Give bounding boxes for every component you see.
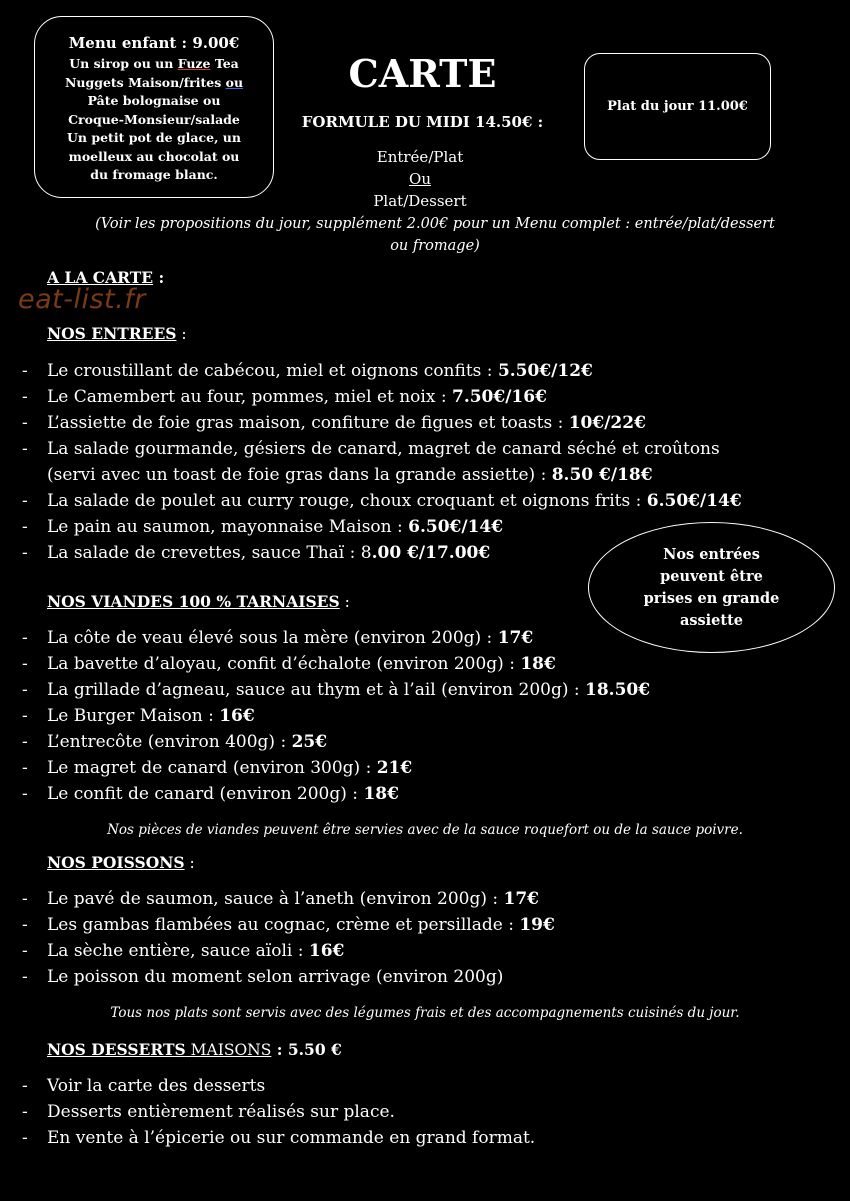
menu-item-text: La salade de poulet au curry rouge, choux croquant et oignons frits :: [47, 491, 647, 511]
viandes-list: [0, 625, 850, 807]
menu-item: [0, 755, 850, 781]
menu-item-price: 16€: [219, 706, 255, 726]
bullet-dash: -: [22, 941, 28, 961]
bullet-dash: -: [22, 361, 28, 381]
viandes-heading-label: NOS VIANDES 100 % TARNAISES: [47, 592, 340, 611]
menu-item: [0, 912, 850, 938]
menu-item-price: 21€: [376, 758, 413, 778]
menu-item: [0, 781, 850, 807]
menu-item: [0, 703, 850, 729]
bullet-dash: -: [22, 387, 28, 407]
bullet-dash: -: [22, 680, 28, 700]
menu-item-text: Le croustillant de cabécou, miel et oignons confits :: [47, 361, 498, 381]
desserts-list: [0, 1073, 850, 1151]
menu-item-text: (servi avec un toast de foie gras dans la grande assiette) :: [47, 465, 552, 485]
entrees-heading-suffix: :: [176, 325, 187, 343]
menu-item-price: 7.50€/16€: [451, 387, 547, 407]
menu-item-text: Le pain au saumon, mayonnaise Maison :: [47, 517, 409, 537]
menu-enfant-line: moelleux au chocolat ou: [68, 148, 240, 164]
menu-item-text: Le Camembert au four, pommes, miel et noix :: [47, 387, 452, 407]
bullet-dash: -: [22, 967, 28, 987]
menu-enfant-title: Menu enfant : 9.00€: [68, 34, 240, 52]
menu-item: [0, 677, 850, 703]
bullet-dash: -: [22, 413, 28, 433]
bullet-dash: -: [22, 915, 28, 935]
entrees-heading-label: NOS ENTREES: [47, 324, 177, 343]
menu-item: [0, 729, 850, 755]
menu-item-price: 17€: [503, 889, 540, 909]
desserts-heading-maisons: MAISONS: [185, 1041, 272, 1059]
menu-item-text: Le magret de canard (environ 300g) :: [47, 758, 377, 778]
menu-enfant-line: Un sirop ou un: [69, 56, 178, 71]
menu-enfant-line: du fromage blanc.: [90, 167, 218, 182]
menu-item-text: Le Burger Maison :: [47, 706, 220, 726]
a-la-carte-suffix: :: [153, 268, 165, 287]
viandes-heading-suffix: :: [339, 593, 350, 611]
menu-item-text: L’assiette de foie gras maison, confiture de figues et toasts :: [47, 413, 569, 433]
menu-item: [0, 410, 850, 436]
poissons-heading-label: NOS POISSONS: [47, 853, 185, 872]
menu-item-text: Les gambas flambées au cognac, crème et persillade :: [47, 915, 520, 935]
menu-item-price: .00 €/17.00€: [371, 543, 491, 563]
menu-item: [0, 964, 850, 990]
bullet-dash: -: [22, 439, 28, 459]
menu-item-price: 18€: [520, 654, 556, 674]
bullet-dash: -: [22, 1102, 28, 1122]
menu-item-price: 17€: [497, 628, 534, 648]
menu-enfant-line: Pâte bolognaise ou: [87, 93, 221, 108]
formule-midi: FORMULE DU MIDI 14.50€ :: [301, 113, 544, 131]
bullet-dash: -: [22, 543, 28, 563]
page-title: CARTE: [348, 51, 497, 96]
poissons-note: Tous nos plats sont servis avec des légumes frais et des accompagnements cuisinés du jour.: [110, 1005, 740, 1021]
entrees-heading: [47, 324, 187, 343]
menu-item: [0, 358, 850, 384]
menu-item-text: La salade de crevettes, sauce Thaï : 8: [47, 543, 372, 563]
menu-item-text: En vente à l’épicerie ou sur commande en grand format.: [47, 1128, 536, 1148]
bullet-dash: -: [22, 889, 28, 909]
menu-item: [0, 886, 850, 912]
formule-options: [320, 146, 520, 212]
menu-item: [0, 938, 850, 964]
formule-note: [40, 213, 830, 257]
poissons-heading: [47, 853, 195, 872]
menu-item-text: La côte de veau élevé sous la mère (environ 200g) :: [47, 628, 498, 648]
menu-item-price: 25€: [291, 732, 328, 752]
bullet-dash: -: [22, 758, 28, 778]
menu-item: [0, 1073, 850, 1099]
bullet-dash: -: [22, 491, 28, 511]
poissons-list: [0, 886, 850, 990]
bullet-dash: -: [22, 732, 28, 752]
bullet-dash: -: [22, 628, 28, 648]
menu-item-price: 8.50 €/18€: [551, 465, 653, 485]
bullet-dash: -: [22, 517, 28, 537]
menu-enfant-fuze: Fuze: [177, 56, 211, 71]
menu-item: [0, 488, 850, 514]
menu-item-price: 19€: [519, 915, 555, 935]
desserts-heading-price: : 5.50 €: [271, 1040, 342, 1059]
menu-item: [0, 1099, 850, 1125]
poissons-heading-suffix: :: [184, 854, 195, 872]
menu-item-text: La bavette d’aloyau, confit d’échalote (environ 200g) :: [47, 654, 521, 674]
menu-item: [0, 384, 850, 410]
menu-enfant-line: Croque-Monsieur/salade: [68, 111, 240, 127]
menu-item-text: Desserts entièrement réalisés sur place.: [47, 1102, 395, 1122]
menu-item-price: 6.50€/14€: [408, 517, 504, 537]
viandes-heading: [47, 592, 350, 611]
menu-item-text: L’entrecôte (environ 400g) :: [47, 732, 292, 752]
bullet-dash: -: [22, 1128, 28, 1148]
watermark: eat-list.fr: [18, 284, 146, 315]
bullet-dash: -: [22, 706, 28, 726]
menu-item: [0, 436, 850, 462]
menu-item: [0, 1125, 850, 1151]
menu-enfant-line: Nuggets Maison/frites: [64, 74, 226, 90]
menu-item-text: La sèche entière, sauce aïoli :: [47, 941, 309, 961]
bullet-dash: -: [22, 784, 28, 804]
menu-item-price: 18€: [363, 784, 399, 804]
menu-item-price: 6.50€/14€: [646, 491, 742, 511]
formule-option: Entrée/Plat: [376, 148, 464, 166]
formule-option: Plat/Dessert: [373, 192, 467, 210]
bullet-dash: -: [22, 654, 28, 674]
menu-item-price: 5.50€/12€: [497, 361, 593, 381]
viandes-note: Nos pièces de viandes peuvent être servies avec de la sauce roquefort ou de la sauce poivre.: [107, 822, 743, 838]
menu-enfant-line: Tea: [210, 56, 239, 71]
ellipse-line: prises en grande: [643, 589, 780, 607]
menu-item-text: La salade gourmande, gésiers de canard, magret de canard séché et croûtons: [47, 439, 720, 459]
ellipse-line: assiette: [679, 611, 744, 629]
menu-item-text: Voir la carte des desserts: [47, 1076, 266, 1096]
menu-item-text: La grillade d’agneau, sauce au thym et à l’ail (environ 200g) :: [47, 680, 586, 700]
menu-item-price: 10€/22€: [568, 413, 646, 433]
ellipse-line: peuvent être: [660, 567, 763, 585]
menu-enfant-ou: ou: [225, 74, 244, 90]
menu-item: [0, 625, 850, 651]
menu-enfant-box: [34, 16, 274, 198]
menu-item-price: 18.50€: [585, 680, 651, 700]
formule-note-line: (Voir les propositions du jour, supplément 2.00€ pour un Menu complet : entrée/plat/dessert: [95, 216, 775, 232]
a-la-carte-label: A LA CARTE: [47, 268, 154, 287]
menu-enfant-line: Un petit pot de glace, un: [67, 130, 241, 145]
desserts-heading-label: NOS DESSERTS: [47, 1040, 186, 1059]
plat-du-jour-label: Plat du jour 11.00€: [607, 99, 748, 114]
menu-item-text: Le pavé de saumon, sauce à l’aneth (environ 200g) :: [47, 889, 504, 909]
ellipse-line: Nos entrées: [663, 545, 760, 563]
formule-note-line: ou fromage): [390, 238, 480, 254]
menu-item: [0, 462, 850, 488]
plat-du-jour-box: [584, 53, 771, 160]
menu-item-text: Le confit de canard (environ 200g) :: [47, 784, 364, 804]
menu-item-text: Le poisson du moment selon arrivage (environ 200g): [47, 967, 504, 987]
formule-ou: Ou: [409, 170, 431, 188]
bullet-dash: -: [22, 1076, 28, 1096]
desserts-heading: [47, 1040, 342, 1059]
menu-item: [0, 651, 850, 677]
menu-item-price: 16€: [308, 941, 345, 961]
